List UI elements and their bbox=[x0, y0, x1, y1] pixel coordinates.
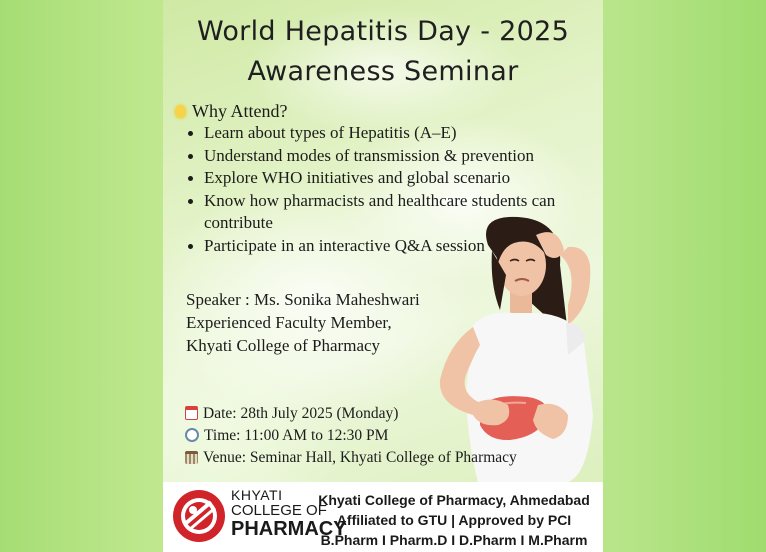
list-item: Participate in an interactive Q&A session bbox=[188, 235, 588, 258]
speaker-name: Speaker : Ms. Sonika Maheshwari bbox=[186, 290, 420, 309]
college-affiliation: Affiliated to GTU | Approved by PCI bbox=[336, 512, 572, 528]
seminar-poster bbox=[163, 0, 603, 552]
bulb-icon bbox=[175, 105, 186, 118]
event-date-text: Date: 28th July 2025 (Monday) bbox=[203, 405, 399, 422]
logo-line-3: PHARMACY bbox=[231, 518, 347, 540]
event-date bbox=[185, 403, 517, 425]
list-item: Understand modes of transmission & prevention bbox=[188, 145, 588, 168]
list-item: Learn about types of Hepatitis (A–E) bbox=[188, 122, 588, 145]
speaker-role: Experienced Faculty Member, bbox=[186, 313, 392, 332]
logo-line-2: COLLEGE OF bbox=[231, 502, 327, 519]
clock-icon bbox=[185, 428, 199, 442]
event-time-text: Time: 11:00 AM to 12:30 PM bbox=[204, 427, 389, 444]
why-attend-heading bbox=[175, 101, 287, 122]
college-programs: B.Pharm I Pharm.D I D.Pharm I M.Pharm bbox=[320, 532, 588, 548]
poster-subtitle: Awareness Seminar bbox=[247, 56, 519, 87]
college-info bbox=[313, 490, 595, 550]
venue-icon bbox=[185, 451, 198, 464]
event-details bbox=[185, 403, 517, 469]
speaker-college: Khyati College of Pharmacy bbox=[186, 336, 381, 355]
college-name: Khyati College of Pharmacy, Ahmedabad bbox=[318, 492, 590, 508]
poster-title: World Hepatitis Day - 2025 bbox=[196, 16, 570, 47]
why-attend-label: Why Attend? bbox=[192, 101, 288, 121]
list-item: Explore WHO initiatives and global scenario bbox=[188, 167, 588, 190]
logo-line-1: KHYATI bbox=[231, 487, 283, 503]
event-venue-text: Venue: Seminar Hall, Khyati College of Pharmacy bbox=[203, 449, 517, 466]
event-venue bbox=[185, 447, 517, 469]
college-logo bbox=[171, 488, 227, 544]
event-time bbox=[185, 425, 517, 447]
list-item: Know how pharmacists and healthcare students can contribute bbox=[188, 190, 584, 235]
calendar-icon bbox=[185, 406, 198, 420]
speaker-block bbox=[186, 288, 420, 357]
poster-footer bbox=[163, 482, 603, 552]
